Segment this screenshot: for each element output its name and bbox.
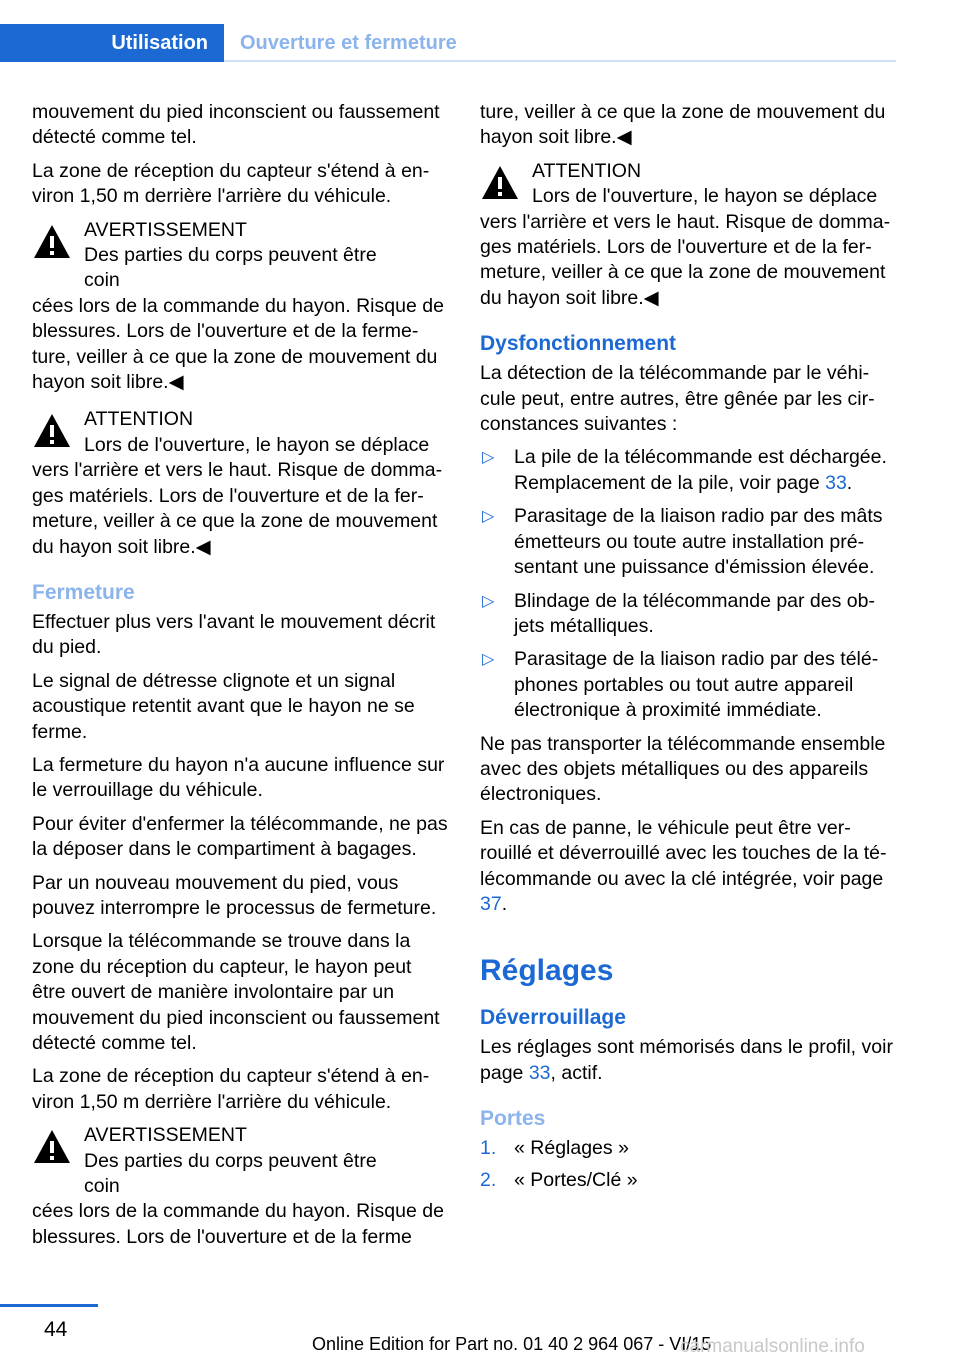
paragraph: ture, veiller à ce que la zone de mouvement du hayon soit libre.◀ (480, 101, 886, 149)
warning-triangle-icon (480, 163, 520, 203)
paragraph (480, 816, 896, 918)
step-item (480, 1168, 896, 1193)
section-heading-portes: Portes (480, 1107, 546, 1131)
paragraph-text: En cas de panne, le véhicule peut être verrouillé et déverrouillé avec les touches de la télécommande ou avec la clé intégrée, voir page (480, 816, 887, 890)
paragraph-text-end: , actif. (550, 1061, 603, 1084)
bullet-triangle-icon: ▷ (482, 449, 495, 467)
warning-title: AVERTISSEMENT (84, 1124, 247, 1147)
caution-block (32, 407, 450, 559)
warning-text: Des parties du corps peuvent être coin (84, 1149, 377, 1198)
list-item (480, 445, 896, 496)
step-text: « Portes/Clé » (514, 1168, 638, 1191)
paragraph: mouvement du pied inconscient ou faussement détecté comme tel. (32, 101, 440, 149)
paragraph: Par un nouveau mouvement du pied, vous pouvez interrompre le processus de fermeture. (32, 871, 437, 919)
header-divider (224, 60, 896, 62)
list-item-text: Parasitage de la liaison radio par des téléphones portables ou tout autre appareil électronique à proximité immédiate. (514, 648, 879, 722)
warning-triangle-icon (32, 222, 72, 262)
paragraph: La zone de réception du capteur s'étend à environ 1,50 m derrière l'arrière du véhicule. (32, 159, 430, 208)
list-item-text-end: . (846, 471, 853, 494)
warning-triangle-icon (32, 1127, 72, 1167)
bullet-list (480, 445, 896, 723)
caution-text: Lors de l'ouverture, le hayon se déplace (84, 433, 430, 456)
caution-title: ATTENTION (84, 408, 194, 431)
paragraph: Pour éviter d'enfermer la télécommande, ne pas la déposer dans le compartiment à bagages. (32, 812, 448, 861)
warning-block (32, 1123, 450, 1250)
edition-note: Online Edition for Part no. 01 40 2 964 067 - VI/15 (312, 1334, 712, 1354)
warning-text: cées lors de la commande du hayon. Risque de blessures. Lors de l'ouverture et de la fermeture, veiller à ce que la zone de mouvement du hayon soit libre.◀ (32, 294, 444, 394)
caution-text: vers l'arrière et vers le haut. Risque de dommages matériels. Lors de l'ouverture et de la fermeture, veiller à ce que la zone de mouvement du hayon soit libre.◀ (480, 210, 891, 309)
paragraph: La détection de la télécommande par le véhicule peut, entre autres, être gênée par les circonstances suivantes : (480, 362, 875, 436)
step-text: « Réglages » (514, 1137, 629, 1160)
bullet-triangle-icon: ▷ (482, 592, 495, 610)
page-number: 44 (44, 1318, 68, 1341)
paragraph: Effectuer plus vers l'avant le mouvement décrit du pied. (32, 610, 436, 659)
list-item (480, 647, 896, 723)
tab-utilisation[interactable]: Utilisation (0, 24, 224, 62)
right-column (480, 100, 896, 1201)
list-item (480, 504, 896, 580)
list-item-text: La pile de la télécommande est déchargée. Remplacement de la pile, voir page (514, 446, 887, 494)
chapter-heading-reglages: Réglages (480, 954, 614, 988)
paragraph: La fermeture du hayon n'a aucune influence sur le verrouillage du véhicule. (32, 753, 445, 802)
warning-triangle-icon (32, 411, 72, 451)
warning-block (32, 218, 450, 396)
step-number: 1. (480, 1137, 497, 1160)
page-link[interactable]: 33 (528, 1061, 551, 1084)
bullet-triangle-icon: ▷ (482, 508, 495, 526)
caution-text: Lors de l'ouverture, le hayon se déplace (532, 185, 878, 208)
warning-text: cées lors de la commande du hayon. Risque de blessures. Lors de l'ouverture et de la ferme (32, 1200, 444, 1248)
page-link[interactable]: 33 (825, 471, 847, 494)
step-number: 2. (480, 1168, 497, 1191)
warning-text: Des parties du corps peuvent être coin (84, 244, 377, 292)
paragraph: Lorsque la télécommande se trouve dans la zone du réception du capteur, le hayon peut être ouvert de manière involontaire par un mouvement du pied inconscient ou faussement détecté comme tel. (32, 930, 440, 1054)
caution-text: vers l'arrière et vers le haut. Risque de dommages matériels. Lors de l'ouverture et de la fermeture, veiller à ce que la zone de mouvement du hayon soit libre.◀ (32, 459, 443, 558)
paragraph (480, 1035, 896, 1086)
caution-title: ATTENTION (532, 159, 642, 182)
caution-block (480, 159, 896, 311)
section-heading-fermeture: Fermeture (32, 580, 135, 604)
section-heading-dysfonctionnement: Dysfonctionnement (480, 332, 677, 356)
left-column (32, 100, 450, 1262)
section-heading-deverrouillage: Déverrouillage (480, 1006, 626, 1030)
page-header (0, 0, 960, 64)
list-item-text: Parasitage de la liaison radio par des mâts émetteurs ou toute autre installation présentant une puissance d'émission élevée. (514, 505, 883, 579)
paragraph: Le signal de détresse clignote et un signal acoustique retentit avant que le hayon ne se ferme. (32, 669, 415, 743)
list-item-text: Blindage de la télécommande par des objets métalliques. (514, 589, 875, 637)
tab-ouverture-fermeture[interactable]: Ouverture et fermeture (240, 32, 457, 54)
page-link[interactable]: 37 (480, 892, 502, 915)
footer-divider (0, 1304, 98, 1307)
step-list (480, 1136, 896, 1193)
watermark: carmanualsonline.info (680, 1336, 865, 1357)
bullet-triangle-icon: ▷ (482, 651, 495, 669)
paragraph: Ne pas transporter la télécommande ensemble avec des objets métalliques ou des appareils électroniques. (480, 732, 886, 806)
paragraph-text: Les réglages sont mémorisés dans le profil, voir page (480, 1036, 893, 1084)
paragraph-text-end: . (501, 892, 508, 915)
warning-title: AVERTISSEMENT (84, 218, 247, 241)
paragraph: La zone de réception du capteur s'étend à environ 1,50 m derrière l'arrière du véhicule. (32, 1065, 430, 1113)
list-item (480, 589, 896, 640)
step-item (480, 1136, 896, 1161)
